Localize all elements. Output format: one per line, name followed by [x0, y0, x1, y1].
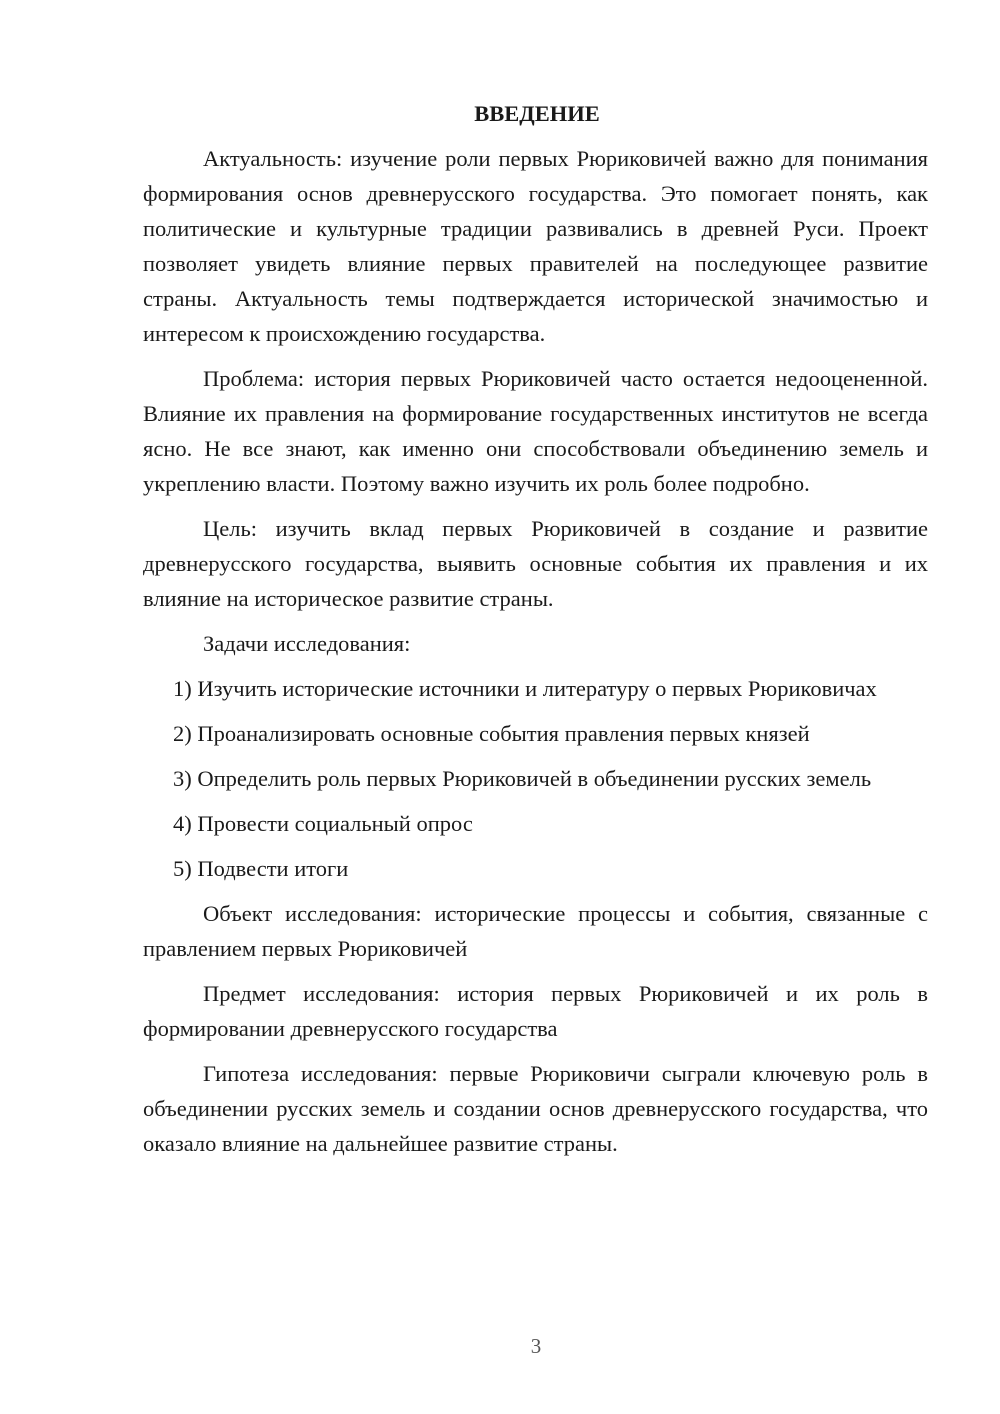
task-number: 5) [173, 856, 192, 881]
task-text: Провести социальный опрос [197, 811, 473, 836]
paragraph-hypothesis: Гипотеза исследования: первые Рюриковичи сыграли ключевую роль в объединении русских земель и создании основ древнерусского государства, что оказало влияние на дальнейшее развитие страны. [143, 1061, 928, 1156]
task-item-5 [143, 851, 928, 886]
tasks-heading: Задачи исследования: [203, 631, 411, 656]
paragraph-problem: Проблема: история первых Рюриковичей часто остается недооцененной. Влияние их правления на формирование государственных институтов не всегда ясно. Не все знают, как именно они способствовали объединению земель и укреплению власти. Поэтому важно изучить их роль более подробно. [143, 366, 928, 496]
paragraph-relevance: Актуальность: изучение роли первых Рюриковичей важно для понимания формирования основ древнерусского государства. Это помогает понять, как политические и культурные традиции развивались в древней Руси. Проект позволяет увидеть влияние первых правителей на последующее развитие страны. Актуальность темы подтверждается исторической значимостью и интересом к происхождению государства. [143, 146, 928, 346]
paragraph-goal: Цель: изучить вклад первых Рюриковичей в создание и развитие древнерусского государства, выявить основные события их правления и их влияние на историческое развитие страны. [143, 516, 928, 611]
task-text: Проанализировать основные события правления первых князей [197, 721, 810, 746]
task-number: 3) [173, 766, 192, 791]
task-item-1 [143, 671, 928, 706]
task-number: 1) [173, 676, 192, 701]
task-item-2 [143, 716, 928, 751]
task-text: Изучить исторические источники и литературу о первых Рюриковичах [197, 676, 877, 701]
section-title: ВВЕДЕНИЕ [474, 101, 600, 126]
task-text: Подвести итоги [197, 856, 349, 881]
task-item-4 [143, 806, 928, 841]
page-number: 3 [530, 1334, 542, 1358]
task-item-3 [143, 761, 928, 796]
paragraph-object: Объект исследования: исторические процессы и события, связанные с правлением первых Рюриковичей [143, 901, 928, 961]
task-text: Определить роль первых Рюриковичей в объединении русских земель [197, 766, 872, 791]
document-body [143, 96, 928, 1171]
paragraph-subject: Предмет исследования: история первых Рюриковичей и их роль в формировании древнерусского государства [143, 981, 928, 1041]
task-number: 4) [173, 811, 192, 836]
task-number: 2) [173, 721, 192, 746]
